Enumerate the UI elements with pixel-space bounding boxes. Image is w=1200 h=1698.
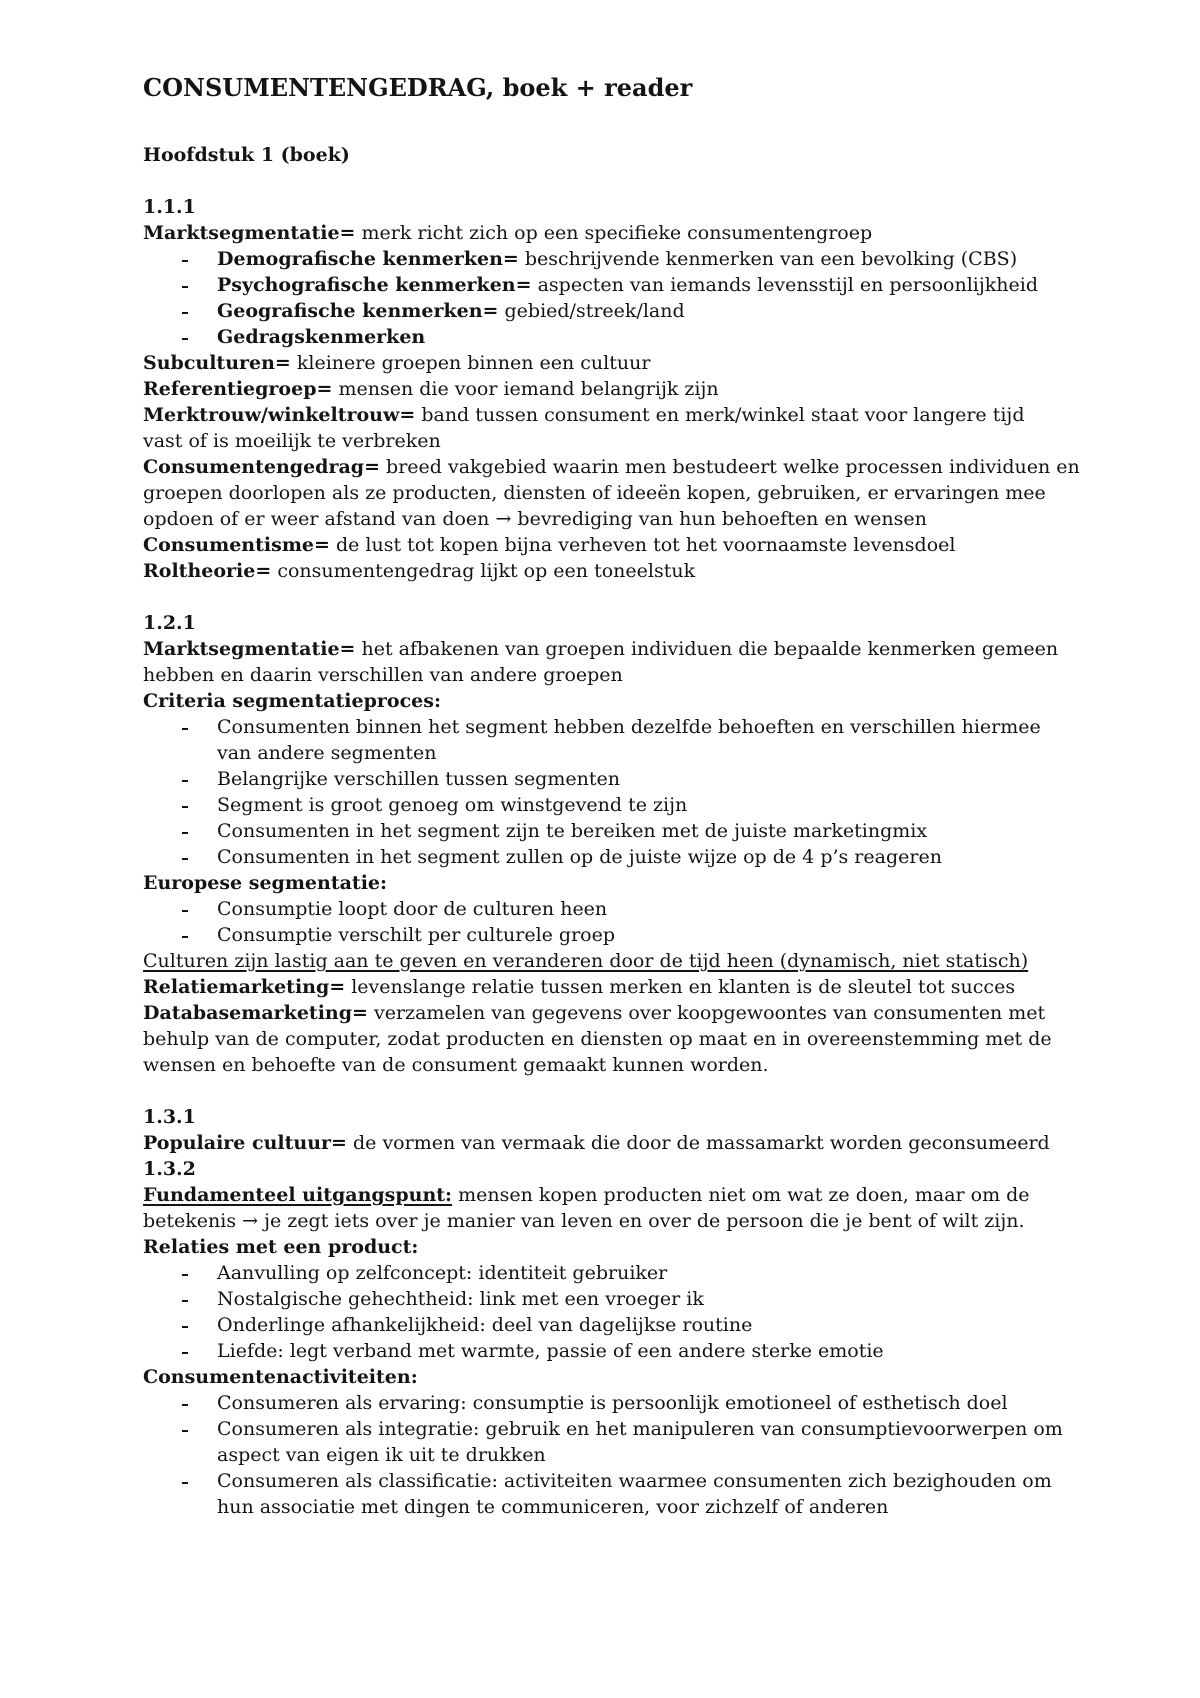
definition-line: [143, 636, 1163, 662]
definition-line: [143, 376, 1163, 402]
definition-continuation: betekenis → je zegt iets over je manier van leven en over de persoon die je bent of wilt zijn.: [143, 1210, 1025, 1232]
list-item-text: Consumeren als ervaring: consumptie is persoonlijk emotioneel of esthetisch doel: [217, 1392, 1008, 1414]
definition-text: mensen die voor iemand belangrijk zijn: [338, 378, 719, 400]
bullet-marker: [182, 1352, 188, 1354]
definition-term: Roltheorie=: [143, 560, 272, 582]
list-item-text: Consumptie loopt door de culturen heen: [217, 898, 608, 920]
bullet-marker: [182, 806, 188, 808]
definition-line: [143, 532, 1163, 558]
definition-term: Consumentengedrag=: [143, 456, 380, 478]
definition-term: Databasemarketing=: [143, 1002, 368, 1024]
bullet-marker: [182, 286, 188, 288]
list-item-text: Belangrijke verschillen tussen segmenten: [217, 768, 620, 790]
definition-text: consumentengedrag lijkt op een toneelstuk: [277, 560, 696, 582]
section-number: 1.1.1: [143, 196, 196, 218]
bullet-marker: [182, 936, 188, 938]
blank-line: [143, 584, 1163, 610]
list-item-term: Geografische kenmerken=: [217, 300, 499, 322]
list-item-term: Gedragskenmerken: [217, 326, 426, 348]
list-label: Consumentenactiviteiten:: [143, 1366, 418, 1388]
list-item-term: Psychografische kenmerken=: [217, 274, 532, 296]
list-label: Criteria segmentatieproces:: [143, 690, 441, 712]
definition-continuation: behulp van de computer, zodat producten en diensten op maat en in overeenstemming met de: [143, 1028, 1052, 1050]
list-item-text: Segment is groot genoeg om winstgevend te zijn: [217, 794, 688, 816]
list-item-continuation: van andere segmenten: [217, 742, 437, 764]
definition-term: Referentiegroep=: [143, 378, 333, 400]
section-1-3-2: [143, 1156, 1163, 1520]
list-item: [143, 1390, 1163, 1416]
list-item-text: Onderlinge afhankelijkheid: deel van dagelijkse routine: [217, 1314, 753, 1336]
list-item: [143, 1260, 1163, 1286]
definition-text: het afbakenen van groepen individuen die bepaalde kenmerken gemeen: [361, 638, 1059, 660]
definition-line: [143, 558, 1163, 584]
definition-text: merk richt zich op een specifieke consumentengroep: [361, 222, 873, 244]
bullet-marker: [182, 728, 188, 730]
list-item: [143, 1468, 1163, 1494]
bullet-marker: [182, 1430, 188, 1432]
blank-line: [143, 168, 1163, 194]
list-item: [143, 1338, 1163, 1364]
definition-term: Marktsegmentatie=: [143, 222, 356, 244]
definition-line: [143, 402, 1163, 428]
list-label: Relaties met een product:: [143, 1236, 419, 1258]
list-item-text: Aanvulling op zelfconcept: identiteit gebruiker: [217, 1262, 668, 1284]
section-number: 1.3.1: [143, 1106, 196, 1128]
bullet-marker: [182, 1274, 188, 1276]
definition-line: [143, 220, 1163, 246]
definition-text: band tussen consument en merk/winkel staat voor langere tijd: [421, 404, 1025, 426]
definition-continuation: opdoen of er weer afstand van doen → bevrediging van hun behoeften en wensen: [143, 508, 927, 530]
list-item-text: aspecten van iemands levensstijl en persoonlijkheid: [537, 274, 1038, 296]
list-item-text: beschrijvende kenmerken van een bevolking (CBS): [524, 248, 1018, 270]
definition-text: breed vakgebied waarin men bestudeert welke processen individuen en: [386, 456, 1080, 478]
definition-line: [143, 350, 1163, 376]
list-item-text: Consumeren als integratie: gebruik en het manipuleren van consumptievoorwerpen om: [217, 1418, 1063, 1440]
definition-line: [143, 1182, 1163, 1208]
section-1-3-1: [143, 1104, 1163, 1156]
list-item-text: Consumenten binnen het segment hebben dezelfde behoeften en verschillen hiermee: [217, 716, 1041, 738]
bullet-marker: [182, 312, 188, 314]
list-item-text: Consumeren als classificatie: activiteiten waarmee consumenten zich bezighouden om: [217, 1470, 1052, 1492]
section-number: 1.3.2: [143, 1158, 196, 1180]
definition-continuation: groepen doorlopen als ze producten, diensten of ideeën kopen, gebruiken, er ervaringen mee: [143, 482, 1046, 504]
list-item-continuation: hun associatie met dingen te communiceren, voor zichzelf of anderen: [217, 1496, 889, 1518]
definition-term: Subculturen=: [143, 352, 291, 374]
section-1-1-1: [143, 194, 1163, 584]
definition-text: mensen kopen producten niet om wat ze doen, maar om de: [458, 1184, 1030, 1206]
list-item-text: gebied/streek/land: [504, 300, 685, 322]
definition-line: [143, 1000, 1163, 1026]
underlined-note: [143, 948, 1163, 974]
list-item: [143, 896, 1163, 922]
definition-continuation: hebben en daarin verschillen van andere groepen: [143, 664, 623, 686]
list-item-text: Consumenten in het segment zijn te bereiken met de juiste marketingmix: [217, 820, 928, 842]
definition-term: Marktsegmentatie=: [143, 638, 356, 660]
list-item: [143, 714, 1163, 740]
definition-line: [143, 974, 1163, 1000]
list-item-text: Consumptie verschilt per culturele groep: [217, 924, 616, 946]
list-item: [143, 324, 1163, 350]
definition-term: Relatiemarketing=: [143, 976, 346, 998]
bullet-marker: [182, 1482, 188, 1484]
definition-text: de lust tot kopen bijna verheven tot het voornaamste levensdoel: [335, 534, 956, 556]
bullet-marker: [182, 1326, 188, 1328]
definition-line: [143, 454, 1163, 480]
chapter-heading: Hoofdstuk 1 (boek): [143, 144, 350, 166]
bullet-marker: [182, 780, 188, 782]
bullet-marker: [182, 1404, 188, 1406]
list-item: [143, 1312, 1163, 1338]
bullet-marker: [182, 832, 188, 834]
list-item: [143, 246, 1163, 272]
list-item-text: Nostalgische gehechtheid: link met een vroeger ik: [217, 1288, 704, 1310]
definition-term: Consumentisme=: [143, 534, 330, 556]
section-1-2-1: [143, 610, 1163, 1078]
definition-continuation: vast of is moeilijk te verbreken: [143, 430, 441, 452]
list-item-text: Liefde: legt verband met warmte, passie of een andere sterke emotie: [217, 1340, 884, 1362]
bullet-marker: [182, 260, 188, 262]
definition-text: verzamelen van gegevens over koopgewoontes van consumenten met: [374, 1002, 1046, 1024]
list-item: [143, 792, 1163, 818]
definition-continuation: wensen en behoefte van de consument gemaakt kunnen worden.: [143, 1054, 769, 1076]
list-item-continuation: aspect van eigen ik uit te drukken: [217, 1444, 546, 1466]
blank-line: [143, 1078, 1163, 1104]
definition-text: de vormen van vermaak die door de massamarkt worden geconsumeerd: [353, 1132, 1050, 1154]
list-item: [143, 818, 1163, 844]
bullet-marker: [182, 910, 188, 912]
bullet-marker: [182, 858, 188, 860]
bullet-marker: [182, 1300, 188, 1302]
list-label: Europese segmentatie:: [143, 872, 388, 894]
definition-text: kleinere groepen binnen een cultuur: [296, 352, 651, 374]
section-number: 1.2.1: [143, 612, 196, 634]
definition-term: Fundamenteel uitgangspunt:: [143, 1184, 453, 1206]
note-text: Culturen zijn lastig aan te geven en veranderen door de tijd heen (dynamisch, niet statisch): [143, 950, 1029, 972]
list-item: [143, 844, 1163, 870]
list-item: [143, 298, 1163, 324]
definition-text: levenslange relatie tussen merken en klanten is de sleutel tot succes: [351, 976, 1016, 998]
definition-line: [143, 1130, 1163, 1156]
list-item: [143, 1286, 1163, 1312]
definition-term: Populaire cultuur=: [143, 1132, 347, 1154]
list-item: [143, 766, 1163, 792]
bullet-marker: [182, 338, 188, 340]
document-body: [143, 68, 1163, 1520]
list-item-term: Demografische kenmerken=: [217, 248, 519, 270]
list-item: [143, 1416, 1163, 1442]
definition-term: Merktrouw/winkeltrouw=: [143, 404, 416, 426]
list-item: [143, 272, 1163, 298]
list-item: [143, 922, 1163, 948]
list-item-text: Consumenten in het segment zullen op de juiste wijze op de 4 p’s reageren: [217, 846, 942, 868]
document-title: CONSUMENTENGEDRAG, boek + reader: [143, 73, 693, 102]
